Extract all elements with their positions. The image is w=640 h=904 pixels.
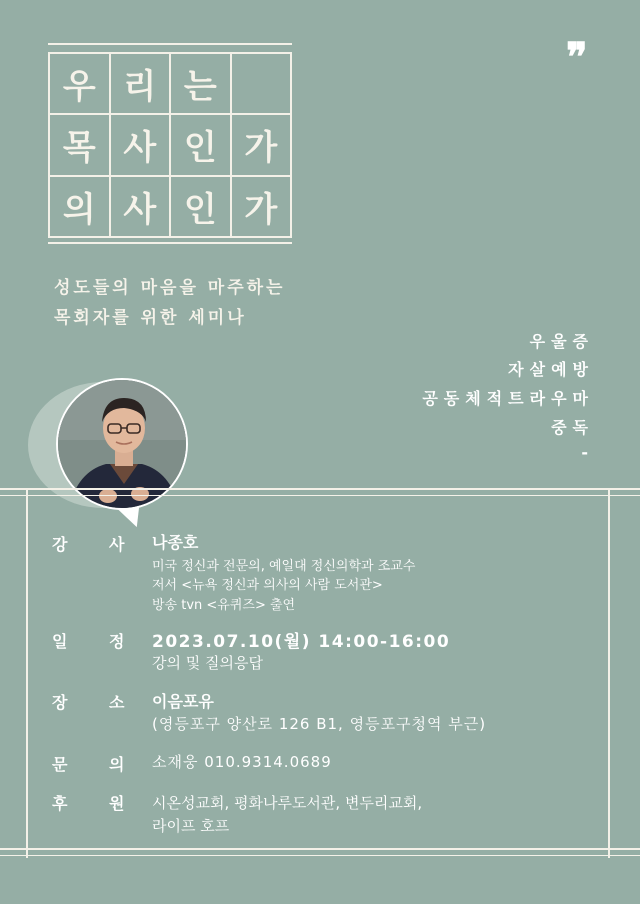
speaker-portrait xyxy=(56,378,188,510)
venue-name: 이음포유 xyxy=(152,692,214,711)
title-cell: 가 xyxy=(232,177,293,238)
title-cell xyxy=(232,54,293,115)
speaker-label: 강 사 xyxy=(52,535,143,554)
quote-mark-icon: ❞ xyxy=(566,34,588,81)
schedule-detail: 강의 및 질의응답 xyxy=(152,654,263,672)
frame-bottom-rule-thin xyxy=(0,855,640,856)
title-cell: 사 xyxy=(111,115,172,176)
sponsor-line: 라이프 호프 xyxy=(152,817,230,835)
venue-address: (영등포구 양산로 126 B1, 영등포구청역 부근) xyxy=(152,715,487,733)
subtitle-line-1: 성도들의 마음을 마주하는 xyxy=(54,278,286,298)
title-cell: 우 xyxy=(50,54,111,115)
portrait-image xyxy=(58,380,188,510)
title-top-rule xyxy=(48,43,292,45)
title-cell: 목 xyxy=(50,115,111,176)
frame-right-rule xyxy=(608,488,610,858)
venue-label: 장 소 xyxy=(52,693,143,712)
topic-item: 공동체적트라우마 xyxy=(422,389,594,408)
subtitle-line-2: 목회자를 위한 세미나 xyxy=(54,308,247,328)
title-cell: 사 xyxy=(111,177,172,238)
topic-item: 중독 xyxy=(551,418,594,437)
schedule-datetime: 2023.07.10(월) 14:00-16:00 xyxy=(152,632,451,652)
title-cell: 인 xyxy=(171,177,232,238)
contact-value: 소재웅 010.9314.0689 xyxy=(152,753,332,771)
contact-label: 문 의 xyxy=(52,755,143,774)
frame-left-rule xyxy=(26,488,28,858)
title-cell: 리 xyxy=(111,54,172,115)
sponsor-label: 후 원 xyxy=(52,794,143,813)
title-cell: 의 xyxy=(50,177,111,238)
title-cell: 는 xyxy=(171,54,232,115)
title-cell: 인 xyxy=(171,115,232,176)
topic-item: - xyxy=(581,443,594,462)
title-grid xyxy=(48,52,292,238)
schedule-label: 일 정 xyxy=(52,632,143,651)
speaker-bio-line: 저서 <뉴욕 정신과 의사의 사람 도서관> xyxy=(152,578,383,593)
speaker-bio-line: 미국 정신과 전문의, 예일대 정신의학과 조교수 xyxy=(152,559,416,574)
frame-top-rule-thin xyxy=(0,495,640,496)
sponsor-line: 시온성교회, 평화나루도서관, 변두리교회, xyxy=(152,794,423,812)
speaker-bio-line: 방송 tvn <유퀴즈> 출연 xyxy=(152,598,296,613)
topic-item: 우울증 xyxy=(529,332,594,351)
topic-item: 자살예방 xyxy=(508,360,594,379)
title-cell: 가 xyxy=(232,115,293,176)
frame-top-rule xyxy=(0,488,640,490)
speaker-name: 나종호 xyxy=(152,533,199,552)
frame-bottom-rule xyxy=(0,848,640,850)
title-bottom-rule xyxy=(48,242,292,244)
